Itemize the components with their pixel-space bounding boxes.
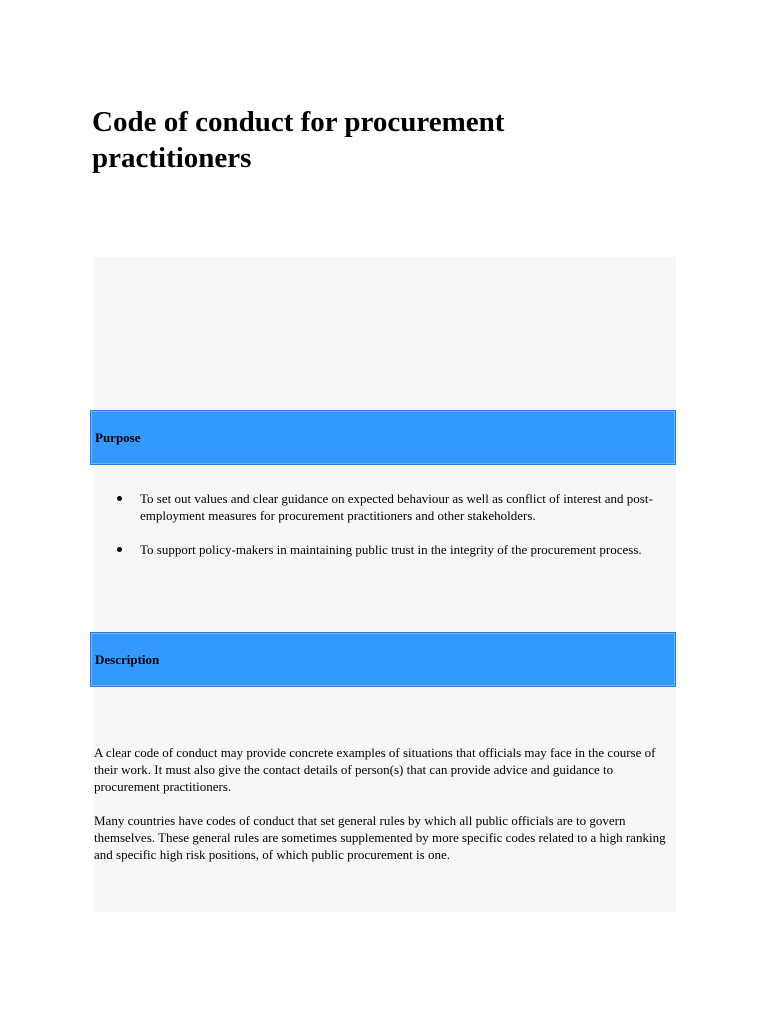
description-section-header [90,632,676,687]
purpose-section-header [90,410,676,465]
description-paragraph: A clear code of conduct may provide concrete examples of situations that officials may face in the course of their work. It must also give the contact details of person(s) that can provide advice and guidance to procurement practitioners. [94,745,656,794]
purpose-heading: Purpose [95,429,141,445]
bullet-icon [117,496,122,501]
list-item [94,490,654,524]
bullet-icon [117,547,122,552]
list-item [94,541,654,558]
description-heading: Description [95,651,160,667]
purpose-list [94,490,654,575]
purpose-item-text: To set out values and clear guidance on expected behaviour as well as conflict of interest and post-employment measures for procurement practitioners and other stakeholders. [140,491,653,523]
purpose-item-text: To support policy-makers in maintaining public trust in the integrity of the procurement process. [140,542,642,557]
description-body [94,744,674,880]
description-paragraph: Many countries have codes of conduct that set general rules by which all public officials are to govern themselves. These general rules are sometimes supplemented by more specific codes related to a high ranking and specific high risk positions, of which public procurement is one. [94,813,666,862]
page-title: Code of conduct for procurement practitioners [92,106,505,174]
